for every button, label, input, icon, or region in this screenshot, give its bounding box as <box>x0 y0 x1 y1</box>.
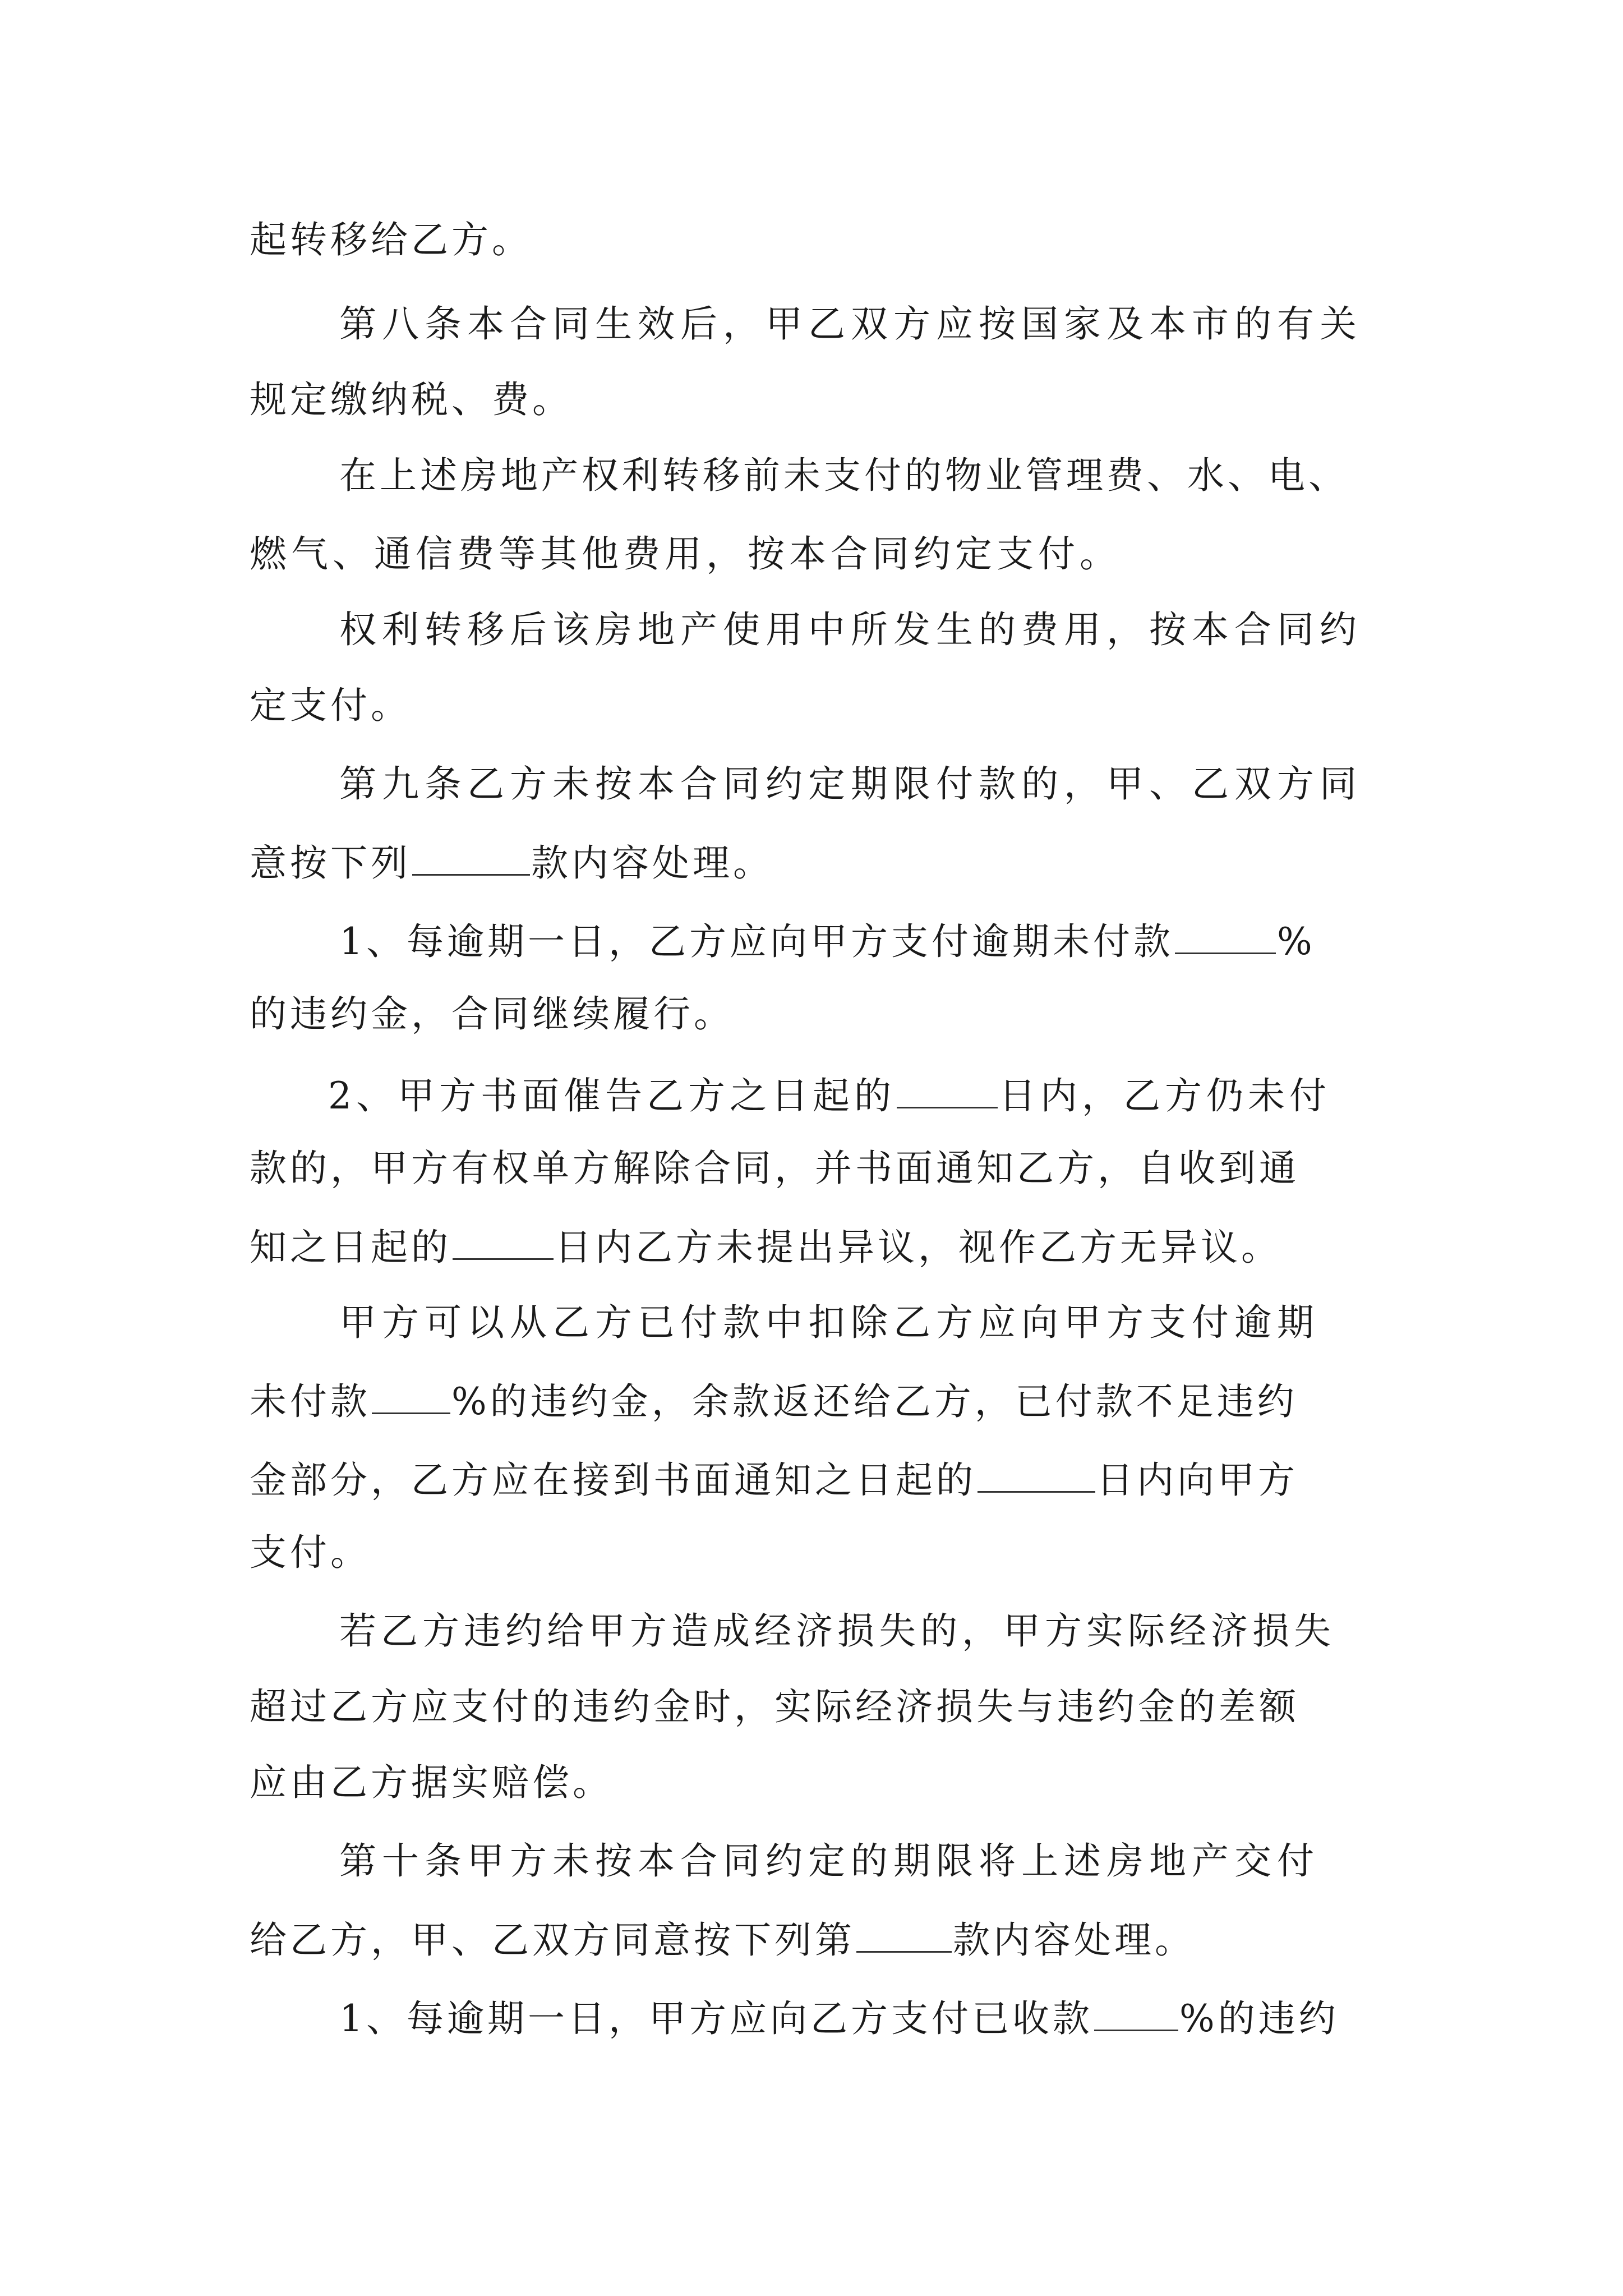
line-text: 金部分，乙方应在接到书面通知之日起的 <box>250 1458 976 1502</box>
line-text: 日内乙方未提出异议，视作乙方无异议。 <box>555 1226 1281 1269</box>
text-line <box>328 1074 1331 1115</box>
line-text: 第八条本合同生效后，甲乙双方应按国家及本市的有关 <box>339 302 1362 346</box>
line-text: % <box>1277 920 1316 963</box>
line-text: 的违约金，合同继续履行。 <box>250 992 734 1036</box>
text-line <box>250 532 1121 576</box>
line-text: 款内容处理。 <box>953 1918 1195 1962</box>
line-text: 知之日起的 <box>250 1226 451 1269</box>
line-text: 款内容处理。 <box>531 841 773 885</box>
text-line <box>250 1685 1299 1728</box>
line-text: 在上述房地产权利转移前未支付的物业管理费、水、电、 <box>339 454 1349 497</box>
line-text: 若乙方违约给甲方造成经济损失的，甲方实际经济损失 <box>339 1609 1335 1653</box>
text-line <box>250 684 411 727</box>
text-line <box>250 992 734 1036</box>
text-line <box>250 218 532 261</box>
text-line <box>250 1226 1281 1269</box>
text-line <box>339 1609 1335 1653</box>
line-text: 规定缴纳税、费。 <box>250 378 573 421</box>
line-text: 权利转移后该房地产使用中所发生的费用，按本合同约 <box>339 608 1362 651</box>
text-line <box>250 1531 371 1574</box>
text-line <box>250 1147 1299 1190</box>
line-text: 2、甲方书面催告乙方之日起的 <box>328 1074 896 1117</box>
text-line <box>339 762 1362 806</box>
line-text: 给乙方，甲、乙双方同意按下列第 <box>250 1918 855 1962</box>
line-text: 第十条甲方未按本合同约定的期限将上述房地产交付 <box>339 1839 1320 1883</box>
fill-in-blank[interactable] <box>412 841 530 876</box>
text-line <box>339 302 1362 346</box>
line-text: 1、每逾期一日，乙方应向甲方支付逾期未付款 <box>339 920 1174 963</box>
fill-in-blank[interactable] <box>897 1074 998 1108</box>
text-line <box>339 1839 1320 1883</box>
line-text: 1、每逾期一日，甲方应向乙方支付已收款 <box>339 1997 1093 2040</box>
line-text: %的违约金，余款返还给乙方，已付款不足违约 <box>451 1380 1298 1423</box>
text-line <box>339 1997 1339 2040</box>
line-text: %的违约 <box>1179 1997 1339 2040</box>
text-line <box>250 378 573 421</box>
line-text: 燃气、通信费等其他费用，按本合同约定支付。 <box>250 532 1121 576</box>
line-text: 意按下列 <box>250 841 411 885</box>
text-line <box>339 454 1349 497</box>
text-line <box>250 1380 1298 1423</box>
line-text: 款的，甲方有权单方解除合同，并书面通知乙方，自收到通 <box>250 1147 1299 1190</box>
text-line <box>250 1918 1195 1962</box>
line-text: 起转移给乙方。 <box>250 218 532 261</box>
text-line <box>250 1458 1298 1502</box>
line-text: 超过乙方应支付的违约金时，实际经济损失与违约金的差额 <box>250 1685 1299 1728</box>
line-text: 定支付。 <box>250 684 411 727</box>
text-line <box>339 920 1316 963</box>
text-line <box>339 608 1362 651</box>
line-text: 甲方可以从乙方已付款中扣除乙方应向甲方支付逾期 <box>339 1301 1320 1344</box>
fill-in-blank[interactable] <box>1094 1997 1178 2031</box>
line-text: 应由乙方据实赔偿。 <box>250 1761 613 1804</box>
text-line <box>250 1761 613 1804</box>
fill-in-blank[interactable] <box>1175 920 1276 954</box>
text-line <box>250 841 773 885</box>
line-text: 第九条乙方未按本合同约定期限付款的，甲、乙双方同 <box>339 762 1362 806</box>
fill-in-blank[interactable] <box>453 1226 554 1260</box>
line-text: 日内向甲方 <box>1096 1458 1298 1502</box>
fill-in-blank[interactable] <box>978 1458 1095 1493</box>
line-text: 支付。 <box>250 1531 371 1574</box>
fill-in-blank[interactable] <box>372 1380 450 1414</box>
line-text: 日内，乙方仍未付 <box>999 1074 1331 1117</box>
line-text: 未付款 <box>250 1380 371 1423</box>
fill-in-blank[interactable] <box>856 1918 952 1953</box>
text-line <box>339 1301 1320 1344</box>
